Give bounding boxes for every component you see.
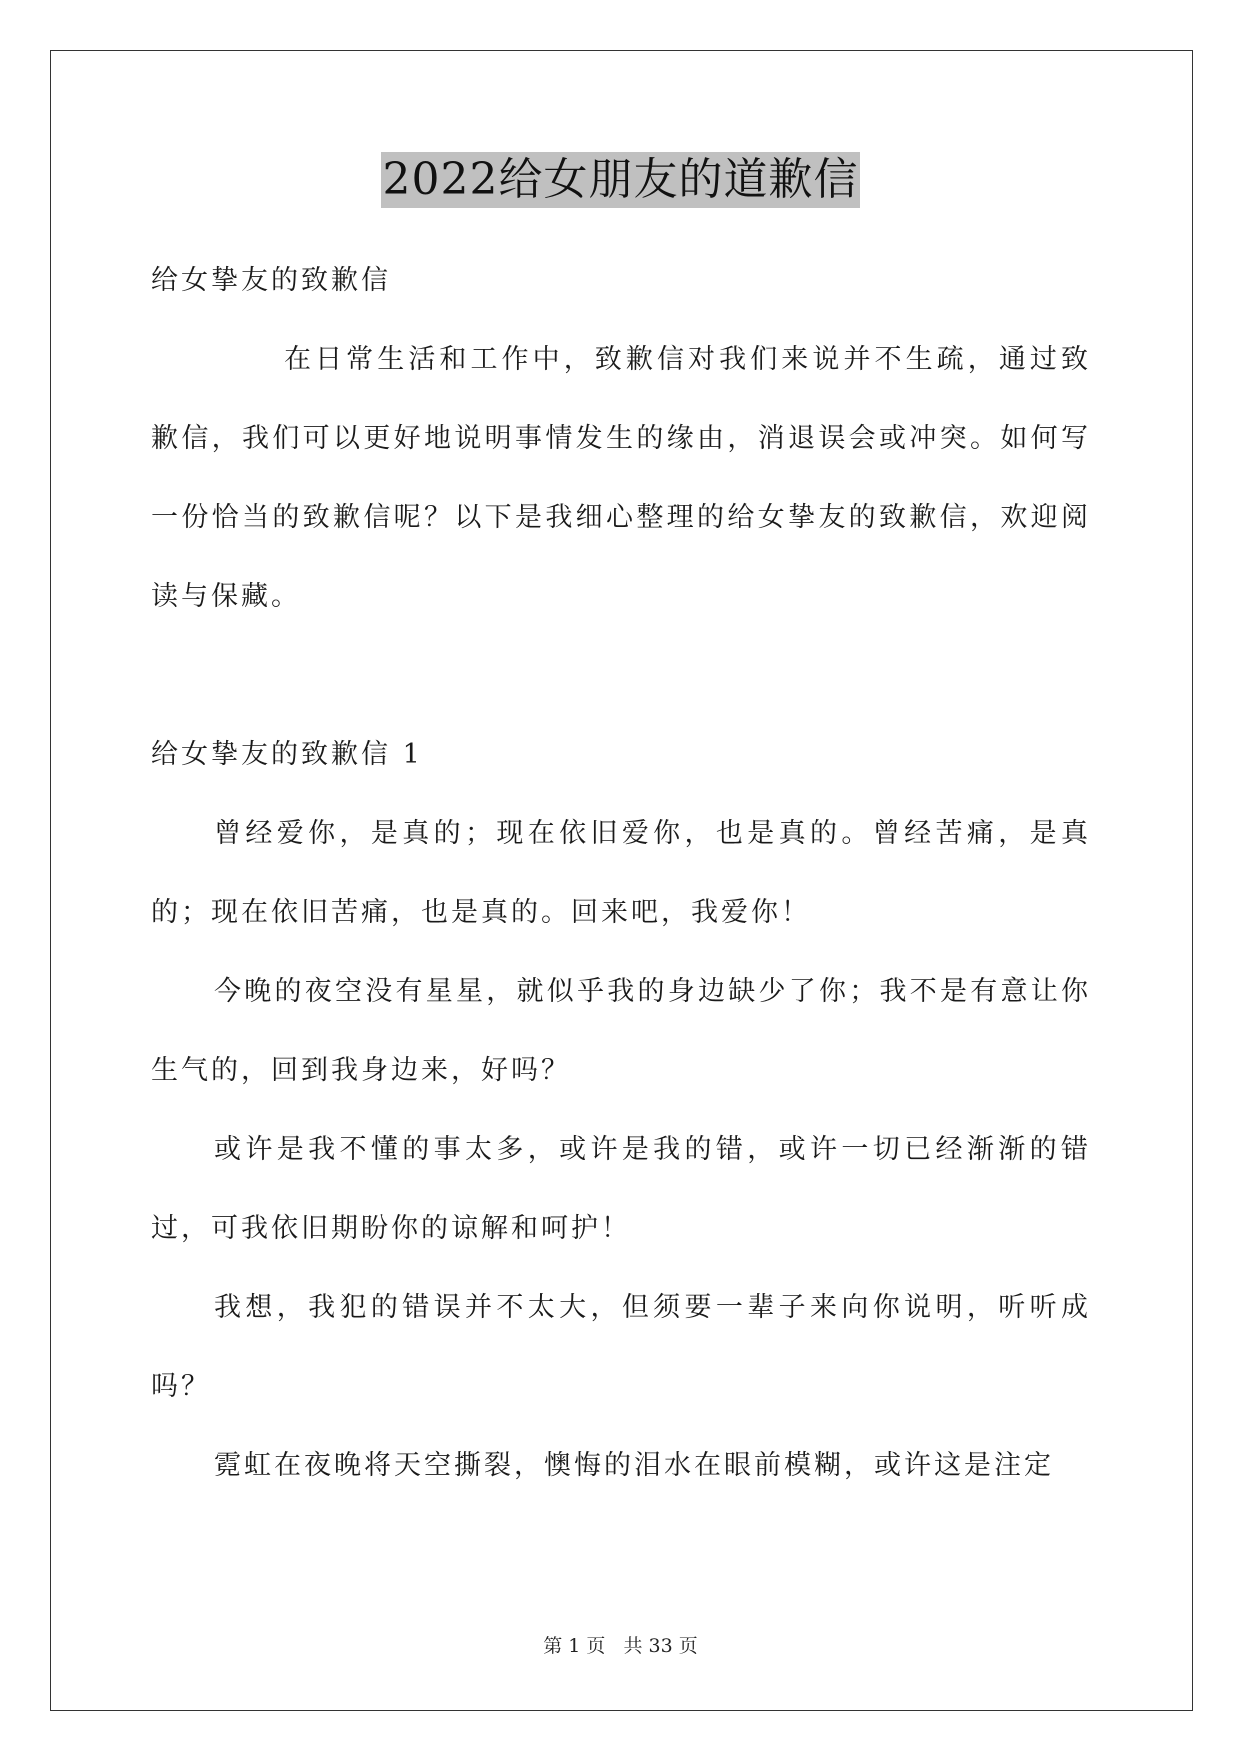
title-container	[0, 152, 1241, 208]
section-heading: 给女挚友的致歉信 1	[151, 739, 423, 770]
document-body	[151, 241, 1091, 1505]
body-paragraph: 今晚的夜空没有星星，就似乎我的身边缺少了你；我不是有意让你生气的，回到我身边来，好吗？	[151, 976, 1091, 1086]
page-total: 共 33 页	[623, 1635, 698, 1657]
subtitle: 给女挚友的致歉信	[151, 265, 391, 296]
page-footer	[0, 1631, 1241, 1658]
body-paragraph: 霓虹在夜晚将天空撕裂，懊悔的泪水在眼前模糊，或许这是注定	[214, 1450, 1054, 1481]
section-gap	[151, 636, 1091, 715]
document-title: 2022给女朋友的道歉信	[381, 152, 861, 208]
page-number: 第 1 页	[543, 1635, 606, 1657]
body-paragraph: 曾经爱你，是真的；现在依旧爱你，也是真的。曾经苦痛，是真的；现在依旧苦痛，也是真的。回来吧，我爱你！	[151, 818, 1091, 928]
body-paragraph: 或许是我不懂的事太多，或许是我的错，或许一切已经渐渐的错过，可我依旧期盼你的谅解和呵护！	[151, 1134, 1091, 1244]
intro-paragraph: 在日常生活和工作中，致歉信对我们来说并不生疏，通过致歉信，我们可以更好地说明事情发生的缘由，消退误会或冲突。如何写一份恰当的致歉信呢？以下是我细心整理的给女挚友的致歉信，欢迎阅读与保藏。	[151, 344, 1091, 612]
body-paragraph: 我想，我犯的错误并不太大，但须要一辈子来向你说明，听听成吗？	[151, 1292, 1091, 1402]
